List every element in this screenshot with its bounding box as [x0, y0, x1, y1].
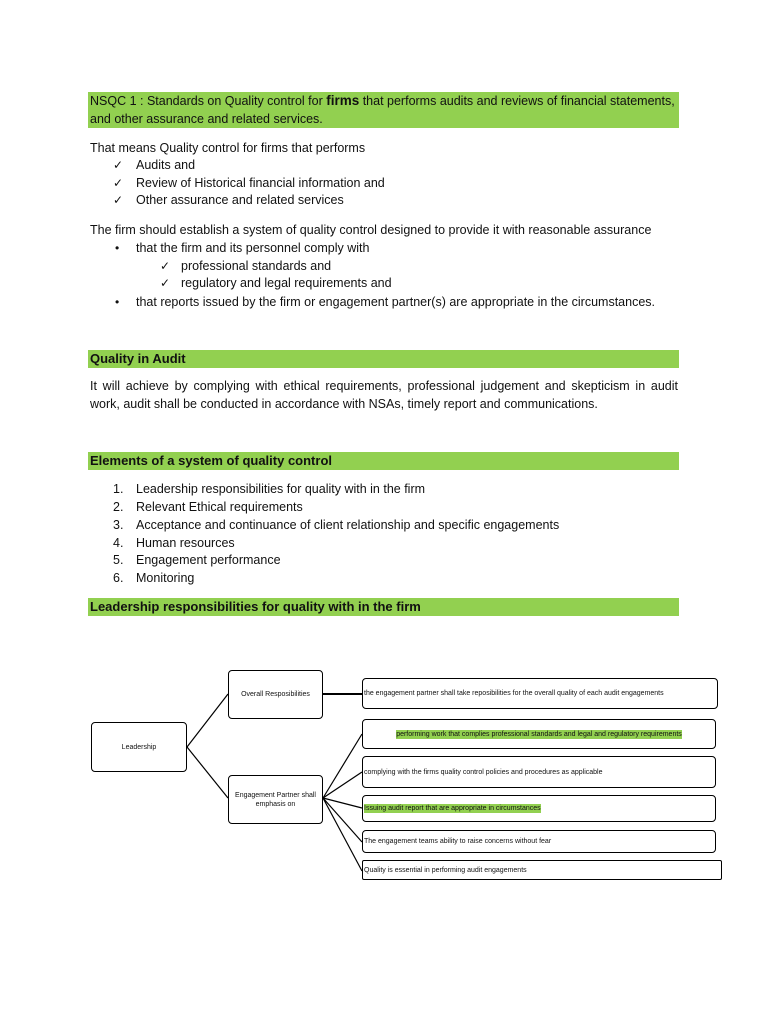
list-item-number: 3.: [113, 518, 124, 532]
detail-text: Quality is essential in performing audit engagements: [364, 866, 527, 874]
intro-check-3: Other assurance and related services: [136, 193, 344, 207]
intro-check-1: Audits and: [136, 158, 196, 172]
diagram-detail-4: [362, 830, 716, 853]
intro-lead: That means Quality control for firms that performs: [90, 141, 366, 155]
list-item-number: 5.: [113, 553, 124, 567]
diagram-node-engagement: [228, 775, 323, 824]
diagram-detail-2: [362, 756, 716, 788]
detail-text: The engagement teams ability to raise concerns without fear: [364, 838, 552, 845]
checkmark-icon: ✓: [113, 176, 124, 190]
diagram-detail-1: [362, 719, 716, 749]
diagram-detail-3: [362, 795, 716, 822]
system-subcheck-2: regulatory and legal requirements and: [181, 276, 392, 290]
list-item: Monitoring: [136, 571, 195, 585]
bullet-icon: •: [115, 295, 120, 309]
checkmark-icon: ✓: [113, 193, 124, 207]
intro-check-2: Review of Historical financial information and: [136, 176, 385, 190]
checkmark-icon: ✓: [113, 158, 124, 172]
list-item: Relevant Ethical requirements: [136, 500, 303, 514]
header-text-bold: firms: [326, 93, 360, 108]
detail-text-highlighted: Issuing audit report that are appropriate in circumstances: [364, 805, 541, 812]
list-item: Human resources: [136, 536, 235, 550]
system-bullet-1: that the firm and its personnel comply with: [136, 241, 370, 255]
detail-text: complying with the firms quality control policies and procedures as applicable: [364, 768, 603, 776]
section-heading-quality-audit: Quality in Audit: [88, 350, 679, 368]
list-item-number: 1.: [113, 482, 124, 496]
section-heading-elements: Elements of a system of quality control: [88, 452, 679, 470]
checkmark-icon: ✓: [160, 259, 171, 273]
section-heading-leadership: Leadership responsibilities for quality with in the firm: [88, 598, 679, 616]
quality-audit-body: It will achieve by complying with ethical requirements, professional judgement and skepticism in audit work, audit shall be conducted in accordance with NSAs, timely report and communications.: [90, 379, 678, 411]
list-item: Leadership responsibilities for quality with in the firm: [136, 482, 426, 496]
node-label: Overall Resposibilities: [241, 691, 310, 698]
detail-text: the engagement partner shall take reposibilities for the overall quality of each audit engagements: [364, 690, 664, 697]
diagram-node-overall: [228, 670, 323, 719]
checkmark-icon: ✓: [160, 276, 171, 290]
list-item: Engagement performance: [136, 553, 281, 567]
node-label: Leadership: [121, 743, 157, 751]
list-item-number: 2.: [113, 500, 124, 514]
bullet-icon: •: [115, 241, 120, 255]
detail-text-highlighted: performing work that complies professional standards and legal and regulatory requirements: [396, 730, 682, 738]
header-text-post: that performs audits and reviews of financial statements, and other assurance and related services.: [90, 94, 675, 126]
system-subcheck-1: professional standards and: [181, 259, 332, 273]
list-item-number: 4.: [113, 536, 124, 550]
diagram-node-leadership: [91, 722, 187, 772]
diagram-detail-5: [362, 860, 722, 880]
system-lead: The firm should establish a system of quality control designed to provide it with reasonable assurance: [90, 223, 652, 237]
list-item-number: 6.: [113, 571, 124, 585]
diagram-detail-overall: [362, 678, 718, 709]
header-text-pre: NSQC 1 : Standards on Quality control for: [90, 94, 327, 108]
system-bullet-2: that reports issued by the firm or engagement partner(s) are appropriate in the circumstances.: [136, 295, 656, 309]
node-label: Engagement Partner shall emphasis on: [235, 791, 316, 808]
list-item: Acceptance and continuance of client relationship and specific engagements: [136, 518, 560, 532]
